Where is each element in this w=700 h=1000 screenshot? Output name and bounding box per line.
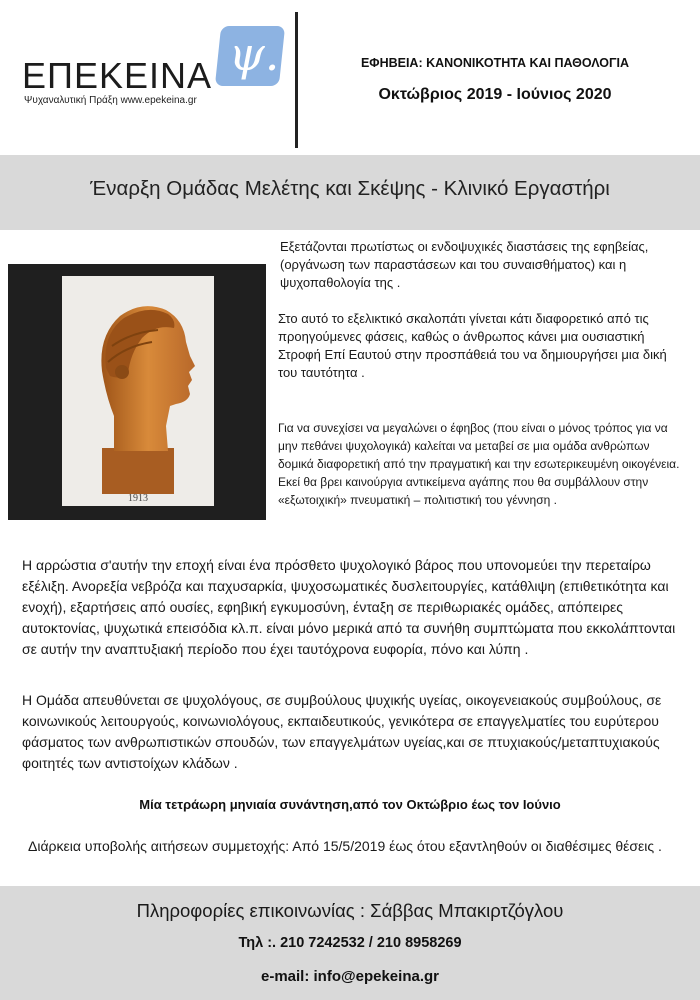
program-dates: Οκτώβριος 2019 - Ιούνιος 2020 — [378, 86, 612, 103]
header-divider — [295, 12, 298, 148]
paragraph-audience: Η Ομάδα απευθύνεται σε ψυχολόγους, σε συμβούλους ψυχικής υγείας, οικογενειακούς συμβούλους, σε κοινωνικούς λειτουργούς, κοινωνιολόγους, εκπαιδευτικούς, γενικότερα σε επαγγελματίες του ευρύτερου φάσματος των ανθρωπιστικών σπουδών, των επαγγελμάτων υγείας,και σε πτυχιακούς/μεταπτυχιακούς φοιτητές των αντιστοίχων κλάδων . — [22, 692, 662, 771]
contact-person: Πληροφορίες επικοινωνίας : Σάββας Μπακιρτζόγλου — [136, 900, 564, 921]
meeting-schedule: Μία τετράωρη μηνιαία συνάντηση,από τον Οκτώβριο έως τον Ιούνιο — [139, 797, 561, 812]
paragraph-identity: Για να συνεχίσει να μεγαλώνει ο έφηβος (που είναι ο μόνος τρόπος για να μην πεθάνει ψυχολογικά) καλείται να μεταβεί σε μια ομάδα ανθρώπων δομικά διαφορετική από την πραγματική και την εσωτερικευμένη οικογένεια. Εκεί θα βρει καινούργια αντικείμενα αγάπης που θα συμβάλλουν στην «εξωτοιχική» πνευματική – πολιτιστική του γέννηση . — [278, 421, 680, 507]
paragraph-development: Στο αυτό το εξελικτικό σκαλοπάτι γίνεται κάτι διαφορετικό από τις προηγούμενες φάσεις, καθώς ο άνθρωπος κάνει μια ουσιαστική Στροφή Επί Εαυτού στην προσπάθειά του να δημιουργήσει μια δική του ταυτότητα . — [278, 311, 667, 380]
page-title: Έναρξη Ομάδας Μελέτης και Σκέψης - Κλινικό Εργαστήρι — [90, 177, 610, 200]
logo-tagline: Ψυχαναλυτική Πράξη www.epekeina.gr — [24, 95, 197, 106]
contact-phone: Τηλ :. 210 7242532 / 210 8958269 — [238, 935, 462, 951]
paragraph-illness: Η αρρώστια σ'αυτήν την εποχή είναι ένα πρόσθετο ψυχολογικό βάρος που υπονομεύει την περεταίρω εξέλιξη. Ανορεξία νεβρόζα και παχυσαρκία, ψυχοσωματικές δυσλειτουργίες, κατάθλιψη (επιθετικότητα και ενοχή), εξαρτήσεις από ουσίες, εφηβική εγκυμοσύνη, ένταξη σε περιθωριακές ομάδες, απόπειρες αυτοκτονίας, ψυχωτικά επεισόδια κλ.π. είναι μόνο μερικά από τα συνήθη συμπτώματα που εκκολάπτονται σε αυτήν την αναπτυξιακή περίοδο που έχει ταυτόχρονα ευφορία, πόνο και λύπη . — [22, 557, 676, 657]
program-subtitle: ΕΦΗΒΕΙΑ: ΚΑΝΟΝΙΚΟΤΗΤΑ ΚΑΙ ΠΑΘΟΛΟΓΙΑ — [360, 56, 630, 70]
psi-icon: ψ. — [228, 27, 280, 81]
bust-icon — [62, 276, 214, 506]
contact-email[interactable]: e-mail: info@epekeina.gr — [260, 968, 439, 985]
header — [0, 0, 700, 152]
footer — [0, 886, 700, 1000]
sculpture-photo — [8, 264, 266, 520]
logo-text: ΕΠΕΚΕΙΝΑ — [22, 55, 213, 96]
applications-info: Διάρκεια υποβολής αιτήσεων συμμετοχής: Από 15/5/2019 έως ότου εξαντληθούν οι διαθέσιμες θέσεις . — [28, 838, 662, 854]
photo-background — [62, 276, 214, 506]
photo-caption: 1913 — [128, 493, 148, 504]
paragraph-intro: Εξετάζονται πρωτίστως οι ενδοψυχικές διαστάσεις της εφηβείας, (οργάνωση των παραστάσεων και του συναισθήματος) και η ψυχοπαθολογία της . — [280, 239, 649, 290]
title-band — [0, 155, 700, 230]
